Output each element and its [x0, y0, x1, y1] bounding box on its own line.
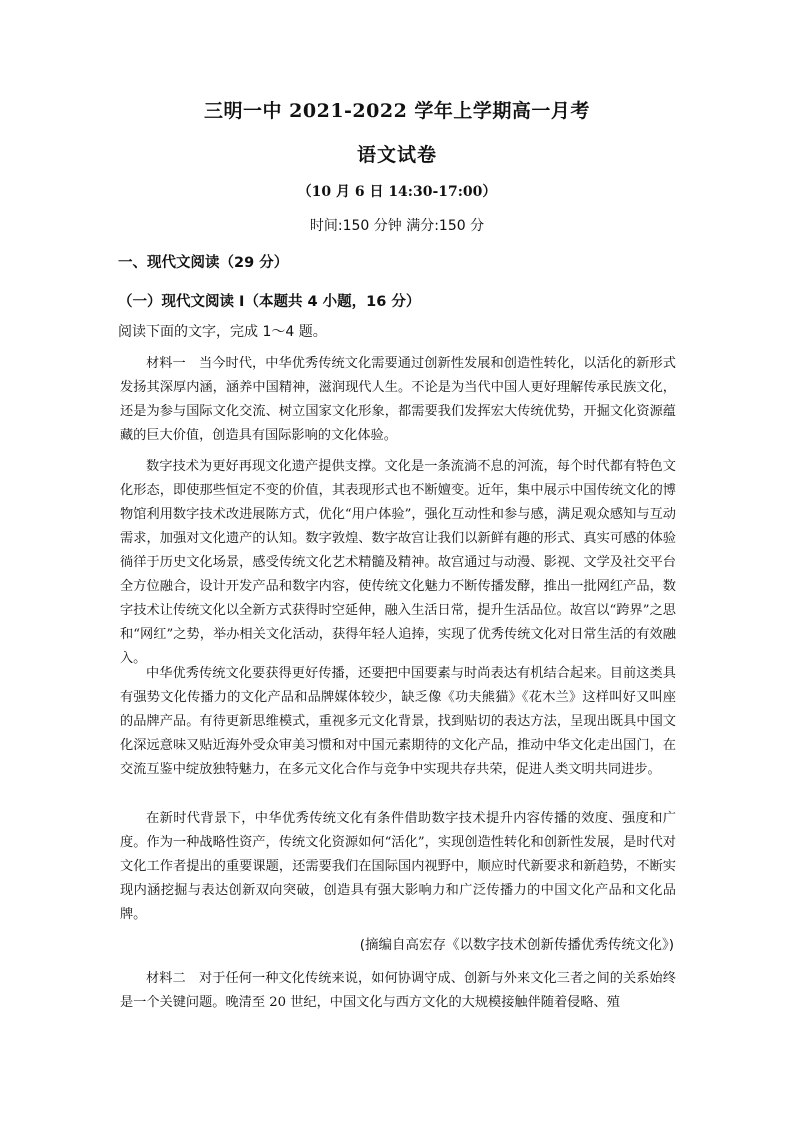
exam-duration-score: 时间:150 分钟 满分:150 分: [309, 218, 485, 234]
material-paragraph-3: 中华优秀传统文化要获得更好传播，还要把中国要素与时尚表达有机结合起来。目前这类具有强势文化传播力的文化产品和品牌媒体较少，缺乏像《功夫熊猫》《花木兰》这样叫好又叫座的品牌产品。有待更新思维模式，重视多元文化背景，找到贴切的表达方法，呈现出既具中国文化深远意味又贴近海外受众审美习惯和对中国元素期待的文化产品，推动中华文化走出国门，在交流互鉴中绽放独特魅力，在多元文化合作与竞争中实现共存共荣，促进人类文明共同进步。: [120, 666, 676, 777]
section-heading: 一、现代文阅读（29 分）: [118, 255, 289, 271]
source-note: (摘编自高宏存《以数字技术创新传播优秀传统文化》): [359, 937, 674, 953]
reading-instruction: 阅读下面的文字，完成 1～4 题。: [118, 324, 327, 340]
subsection-heading: （一）现代文阅读 I（本题共 4 小题，16 分）: [118, 294, 421, 310]
material-paragraph-2: 数字技术为更好再现文化遗产提供支撑。文化是一条流淌不息的河流，每个时代都有特色文化形态，即使那些恒定不变的价值，其表现形式也不断嬗变。近年，集中展示中国传统文化的博物馆利用数字技术改进展陈方式，优化“用户体验”，强化互动性和参与感，满足观众感知与互动需求，加强对文化遗产的认知。数字敦煌、数字故宫让我们以新鲜有趣的形式、真实可感的体验徜徉于历史文化场景，感受传统文化艺术精髓及精神。故宫通过与动漫、影视、文学及社交平台全方位融合，设计开发产品和数字内容，使传统文化魅力不断传播发酵，推出一批网红产品，数字技术让传统文化以全新方式获得时空延伸，融入生活日常，提升生活品位。故宫以“跨界”之思和“网红”之势，举办相关文化活动，获得年轻人追捧，实现了优秀传统文化对日常生活的有效融入。: [120, 459, 676, 666]
exam-date-time: （10 月 6 日 14:30-17:00）: [297, 184, 497, 200]
material-paragraph-4: 在新时代背景下，中华优秀传统文化有条件借助数字技术提升内容传播的效度、强度和广度。作为一种战略性资产，传统文化资源如何“活化”，实现创造性转化和创新性发展，是时代对文化工作者提出的重要课题，还需要我们在国际国内视野中，顺应时代新要求和新趋势，不断实现内涵挖掘与表达创新双向突破，创造具有强大影响力和广泛传播力的中国文化产品和文化品牌。: [120, 811, 676, 922]
school-exam-title: 三明一中 2021-2022 学年上学期高一月考: [204, 100, 590, 122]
subject-title: 语文试卷: [356, 144, 437, 166]
material-paragraph-1: 材料一 当今时代，中华优秀传统文化需要通过创新性发展和创造性转化，以活化的新形式发扬其深厚内涵，涵养中国精神，滋润现代人生。不论是为当代中国人更好理解传承民族文化，还是为参与国际文化交流、树立国家文化形象，都需要我们发挥宏大传统优势，开掘文化资源蕴藏的巨大价值，创造具有国际影响的文化体验。: [120, 356, 676, 443]
material-paragraph-5: 材料二 对于任何一种文化传统来说，如何协调守成、创新与外来文化三者之间的关系始终是一个关键问题。晚清至 20 世纪，中国文化与西方文化的大规模接触伴随着侵略、殖: [120, 971, 676, 1010]
